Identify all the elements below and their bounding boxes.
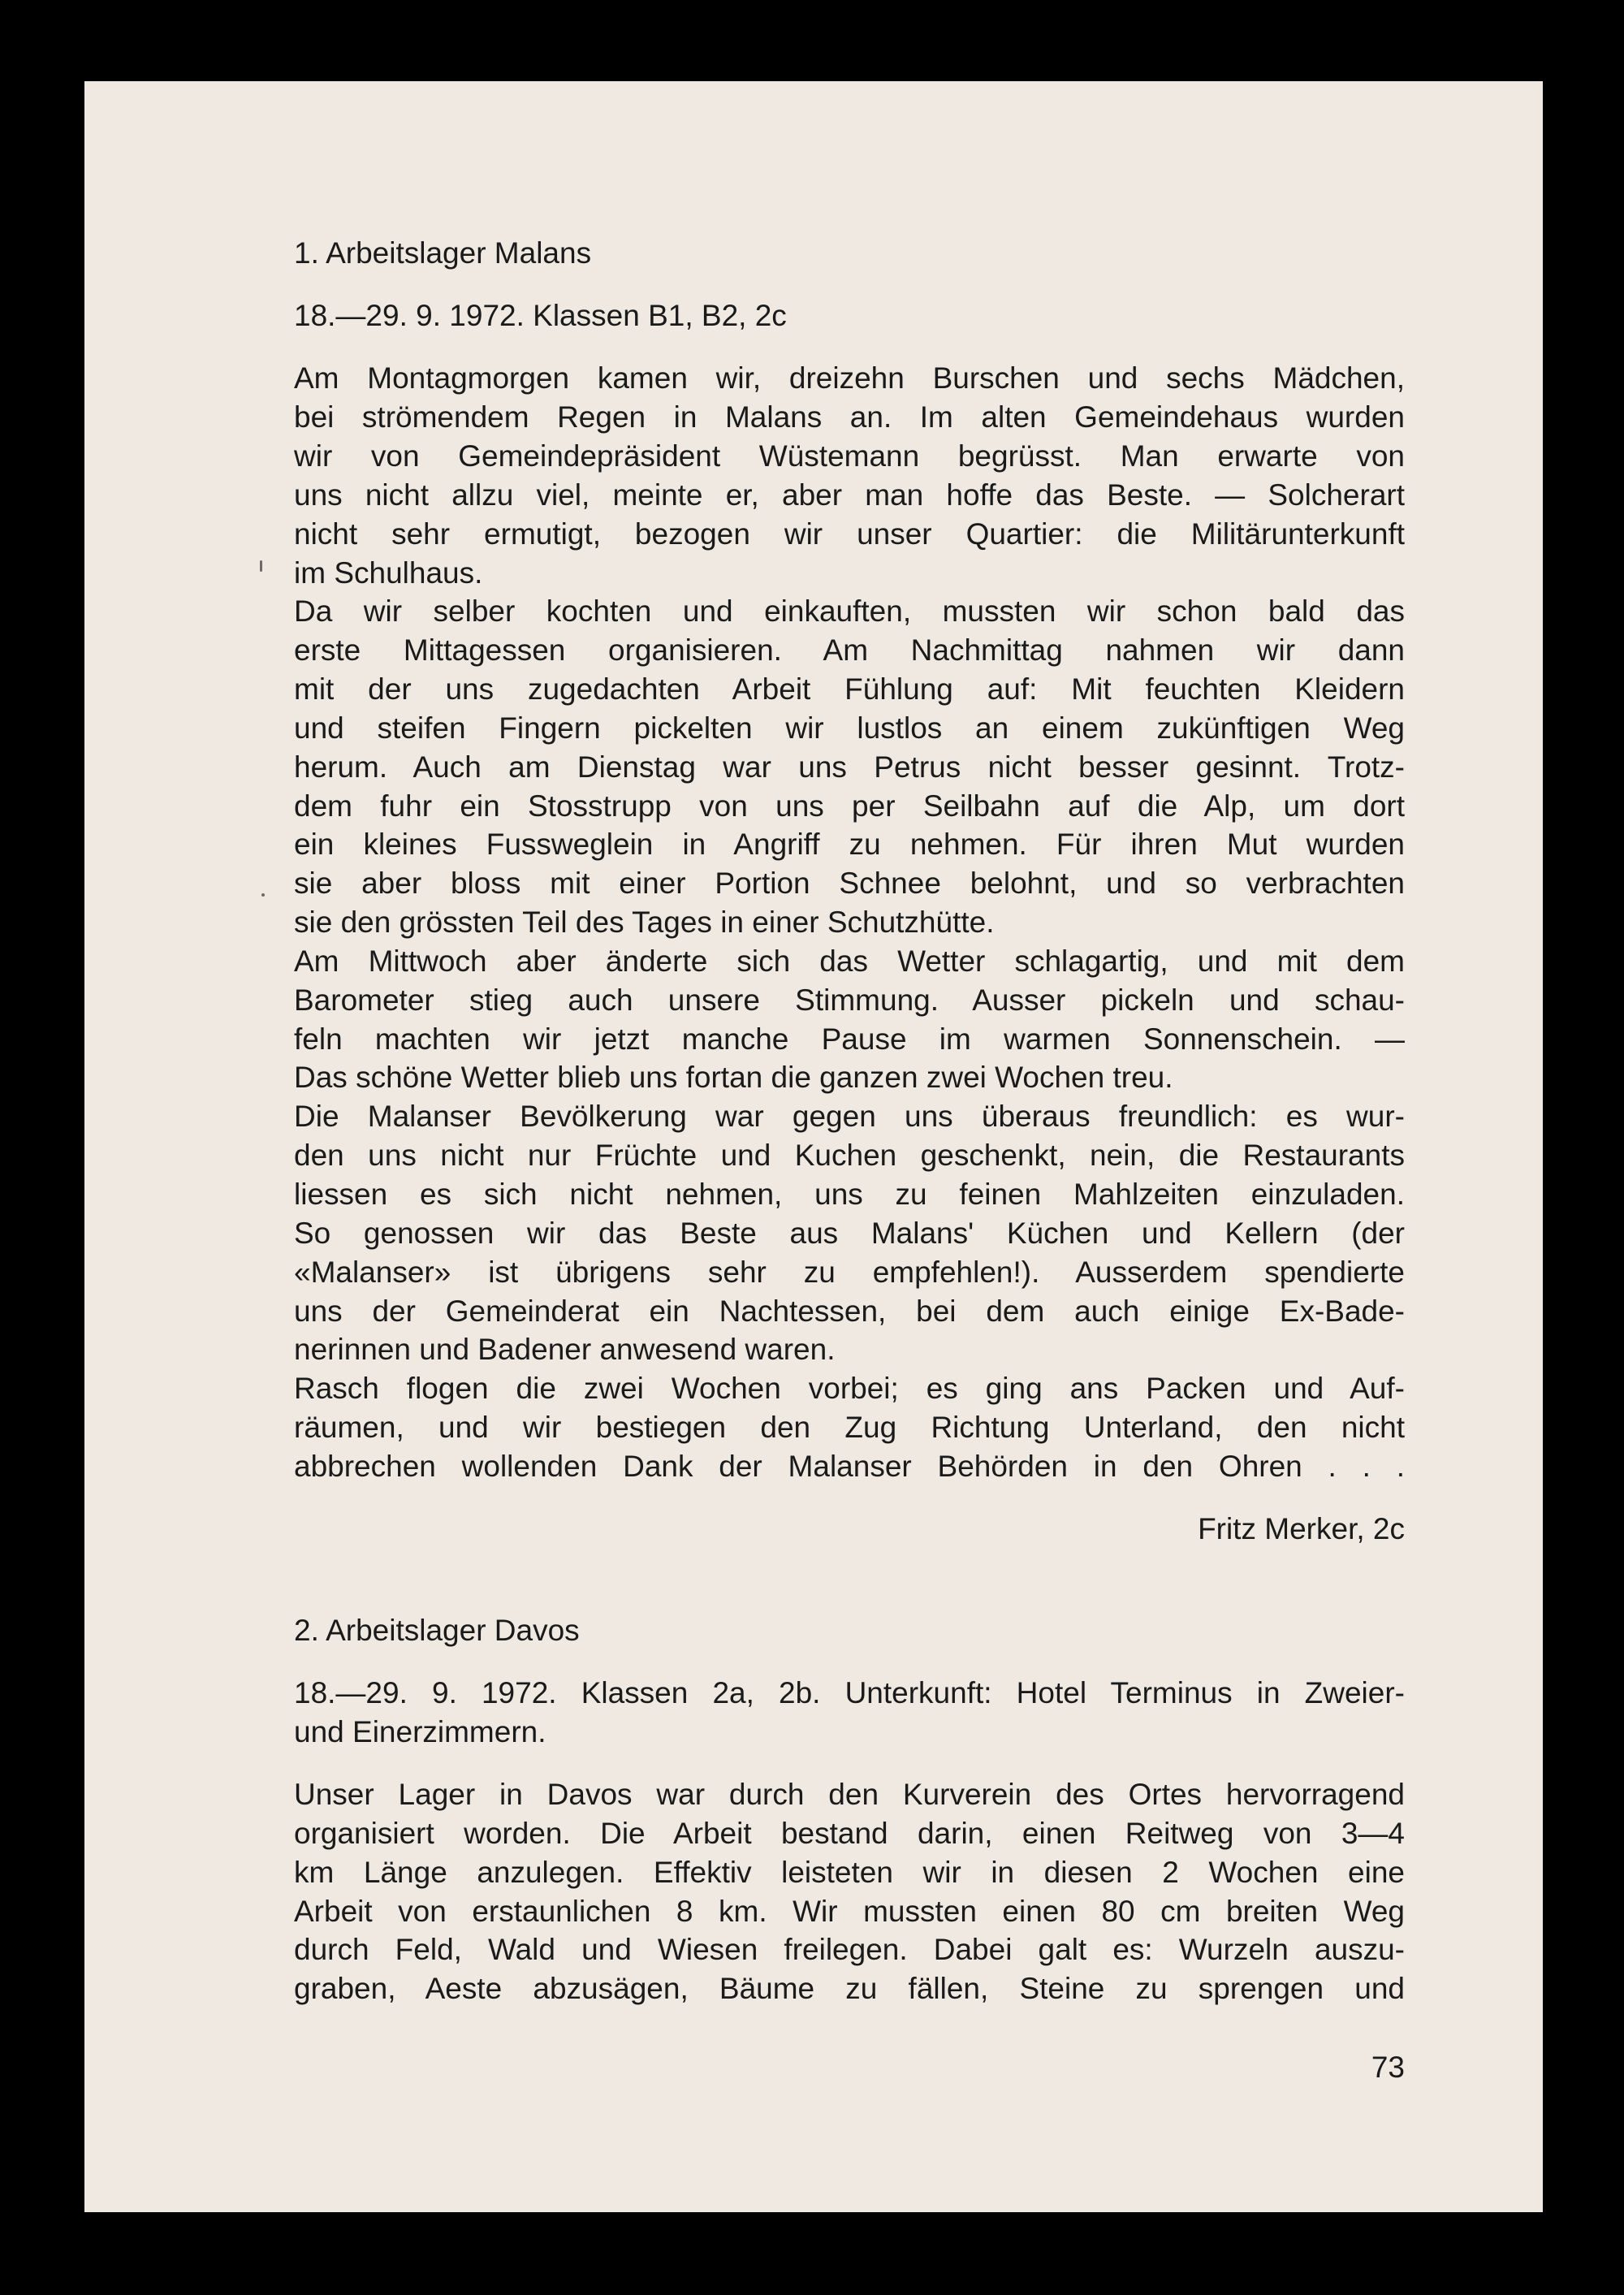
- body-line: sie aber bloss mit einer Portion Schnee belohnt, und so verbrachten: [294, 867, 1405, 900]
- body-line: Am Montagmorgen kamen wir, dreizehn Burschen und sechs Mädchen,: [294, 361, 1405, 395]
- body-line: dem fuhr ein Stosstrupp von uns per Seilbahn auf die Alp, um dort: [294, 789, 1405, 823]
- section-dates: 18.—29. 9. 1972. Klassen B1, B2, 2c: [294, 299, 787, 332]
- body-line: nicht sehr ermutigt, bezogen wir unser Quartier: die Militärunterkunft: [294, 517, 1405, 551]
- body-line: uns nicht allzu viel, meinte er, aber man hoffe das Beste. — Solcherart: [294, 478, 1405, 512]
- section-info-line: 18.—29. 9. 1972. Klassen 2a, 2b. Unterkunft: Hotel Terminus in Zweier-: [294, 1676, 1405, 1709]
- body-line: räumen, und wir bestiegen den Zug Richtung Unterland, den nicht: [294, 1411, 1405, 1444]
- body-line: liessen es sich nicht nehmen, uns zu feinen Mahlzeiten einzuladen.: [294, 1178, 1405, 1211]
- speck-mark: [261, 893, 265, 897]
- body-line: Barometer stieg auch unsere Stimmung. Ausser pickeln und schau-: [294, 983, 1405, 1017]
- body-line: wir von Gemeindepräsident Wüstemann begrüsst. Man erwarte von: [294, 439, 1405, 473]
- body-line: nerinnen und Badener anwesend waren.: [294, 1333, 836, 1366]
- body-line: sie den grössten Teil des Tages in einer Schutzhütte.: [294, 905, 995, 939]
- page-number: 73: [1371, 2051, 1405, 2084]
- author-signature: Fritz Merker, 2c: [1198, 1512, 1405, 1545]
- body-line: Am Mittwoch aber änderte sich das Wetter schlagartig, und mit dem: [294, 944, 1405, 978]
- body-line: bei strömendem Regen in Malans an. Im alten Gemeindehaus wurden: [294, 400, 1405, 434]
- body-line: km Länge anzulegen. Effektiv leisteten wir in diesen 2 Wochen eine: [294, 1856, 1405, 1889]
- body-line: herum. Auch am Dienstag war uns Petrus nicht besser gesinnt. Trotz-: [294, 750, 1405, 784]
- body-line: und steifen Fingern pickelten wir lustlos an einem zukünftigen Weg: [294, 711, 1405, 745]
- section-title: 2. Arbeitslager Davos: [294, 1614, 580, 1647]
- body-line: Arbeit von erstaunlichen 8 km. Wir mussten einen 80 cm breiten Weg: [294, 1895, 1405, 1928]
- speck-mark: [260, 560, 262, 572]
- body-line: Rasch flogen die zwei Wochen vorbei; es ging ans Packen und Auf-: [294, 1372, 1405, 1405]
- body-line: Die Malanser Bevölkerung war gegen uns überaus freundlich: es wur-: [294, 1100, 1405, 1133]
- section-info-line: und Einerzimmern.: [294, 1715, 546, 1748]
- body-line: mit der uns zugedachten Arbeit Fühlung auf: Mit feuchten Kleidern: [294, 672, 1405, 706]
- body-line: uns der Gemeinderat ein Nachtessen, bei dem auch einige Ex-Bade-: [294, 1294, 1405, 1328]
- section-title: 1. Arbeitslager Malans: [294, 236, 592, 270]
- body-line: Das schöne Wetter blieb uns fortan die ganzen zwei Wochen treu.: [294, 1061, 1173, 1094]
- body-line: den uns nicht nur Früchte und Kuchen geschenkt, nein, die Restaurants: [294, 1139, 1405, 1172]
- body-line: ein kleines Fussweglein in Angriff zu nehmen. Für ihren Mut wurden: [294, 828, 1405, 861]
- body-line: Unser Lager in Davos war durch den Kurverein des Ortes hervorragend: [294, 1778, 1405, 1811]
- body-line: Da wir selber kochten und einkauften, mussten wir schon bald das: [294, 594, 1405, 628]
- body-line: erste Mittagessen organisieren. Am Nachmittag nahmen wir dann: [294, 633, 1405, 667]
- body-line: im Schulhaus.: [294, 556, 483, 590]
- body-line: So genossen wir das Beste aus Malans' Küchen und Kellern (der: [294, 1217, 1405, 1250]
- body-line: organisiert worden. Die Arbeit bestand darin, einen Reitweg von 3—4: [294, 1817, 1405, 1850]
- document-page: [84, 81, 1543, 2212]
- body-line: abbrechen wollenden Dank der Malanser Behörden in den Ohren . . .: [294, 1450, 1405, 1483]
- body-line: «Malanser» ist übrigens sehr zu empfehlen!). Ausserdem spendierte: [294, 1256, 1405, 1289]
- body-line: durch Feld, Wald und Wiesen freilegen. Dabei galt es: Wurzeln auszu-: [294, 1933, 1405, 1966]
- body-line: feln machten wir jetzt manche Pause im warmen Sonnenschein. —: [294, 1022, 1405, 1056]
- body-line: graben, Aeste abzusägen, Bäume zu fällen, Steine zu sprengen und: [294, 1972, 1405, 2005]
